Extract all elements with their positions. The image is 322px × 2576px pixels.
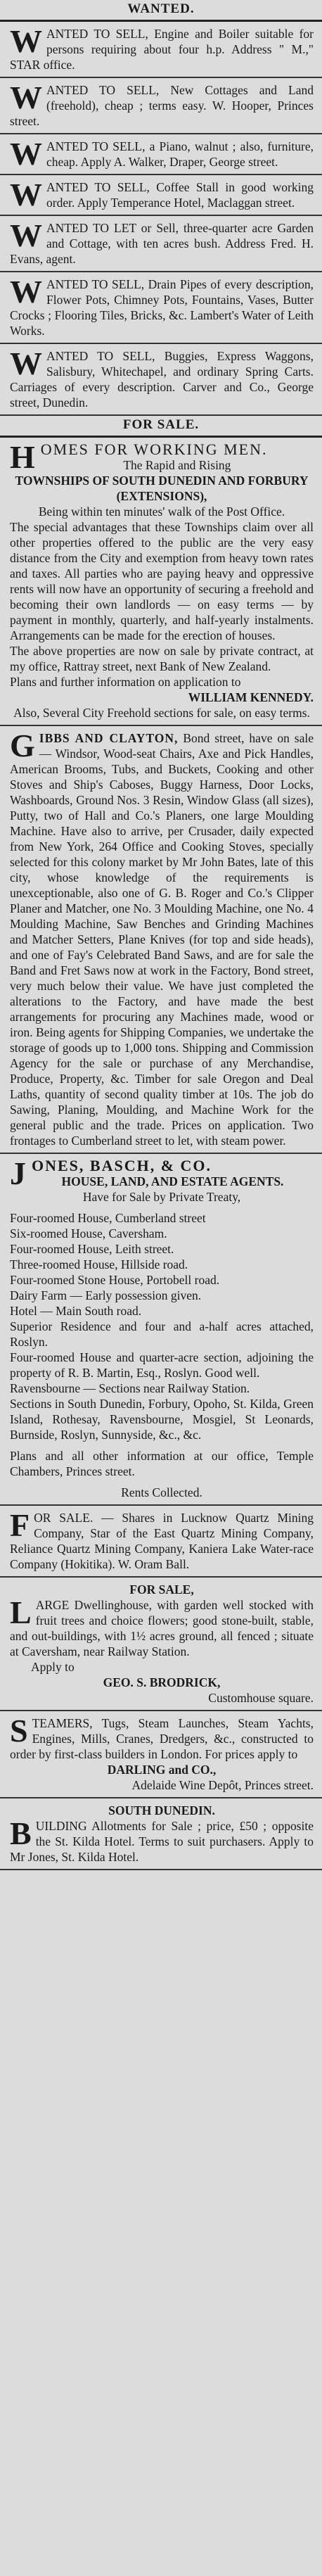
ad-text: ANTED TO SELL, Drain Pipes of every description, Flower Pots, Chimney Pots, Fountains, Vases, Butter Crocks ; Flooring Tiles, Bricks, &c. Lambert's Water of Leith Works. bbox=[10, 277, 314, 338]
jones-ad bbox=[0, 1154, 322, 1506]
drop-cap: F bbox=[10, 1507, 30, 1543]
ad-office: Adelaide Wine Depôt, Princes street. bbox=[131, 1778, 314, 1792]
drop-cap: S bbox=[10, 1713, 28, 1749]
ad-text: OR SALE. — Shares in Lucknow Quartz Mining Company, Star of the East Quartz Mining Company, Reliance Quartz Mining Company, Kaniera Lake Water-race Company (Hokitika). W. Oram Ball. bbox=[10, 1511, 314, 1571]
wanted-ad bbox=[0, 216, 322, 272]
drop-cap: W bbox=[10, 274, 42, 310]
wanted-ad bbox=[0, 134, 322, 175]
ad-title: ONES, BASCH, & CO. bbox=[32, 1157, 212, 1174]
ad-title: OMES FOR WORKING MEN. bbox=[40, 440, 268, 458]
ad-subtitle: HOUSE, LAND, AND ESTATE AGENTS. bbox=[61, 1174, 284, 1188]
list-item: Superior Residence and four and a-half acres attached, Roslyn. bbox=[10, 1319, 314, 1349]
list-item: Four-roomed House, Leith street. bbox=[10, 1242, 174, 1256]
drop-cap: J bbox=[10, 1155, 27, 1191]
ad-agent: DARLING and CO., bbox=[107, 1763, 217, 1777]
wanted-ad bbox=[0, 78, 322, 134]
ad-body: Bond street, have on sale — Windsor, Wood-seat Chairs, Axe and Pick Handles, American Brooms, Tubs, and Buckets, Cooking and other Stoves and Ship's Caboses, Buggy Harness, Door Locks, Washboards, Ground Nos. 3 Resin, Window Glass (all sizes), Putty, two of Hall and Co.'s Planers, one large Moulding Machine. Have also to arrive, per Crusader, daily expected from New York, 264 Office and Cooking Stoves, specially selected for this colony market by Mr John Bates, late of this city, whose knowledge of the requirements is unexceptionable, also one of G. B. Roger and Co.'s Clipper Planer and Matcher, one No. 3 Moulding Machine, one No. 4 Moulding Machine, Saw Benches and Grinding Machines and Matcher Setters, Plane Knives (for top and side heads), and one of Fay's Celebrated Band Saws, and are for sale the Band and Fret Saws now at work in the Factory, Bond street, very much below their value. We have just completed the alterations to the Factory, and have made the best arrangements for procuring any Machines made, wood or iron. Being agents for Shipping Companies, we undertake the storage of goods up to 1,000 tons. Shipping and Commission Agency for the sale or purchase of any Merchandise, Produce, Property, &c. Timber for sale Oregon and Deal Laths, quantity of second quality timber at 10s. The job do Sawing, Planing, Moulding, and Machine Work for the general public and the trade. Prices on application. Two frontages to Cumberland street to let, with steam power. bbox=[10, 731, 314, 1148]
ad-body: The special advantages that these Townships claim over all other properties offered to the public are the very easy distance from the City and exemption from heavy town rates and taxes. All parties who are paying heavy and oppressive rents will now have an opportunity of securing a freehold and becoming their own landlords — on easy terms — by payment in monthly, quarterly, and half-yearly instalments. Arrangements can be made for the erection of houses. bbox=[10, 520, 314, 642]
ad-text: ANTED TO LET or Sell, three-quarter acre Garden and Cottage, with ten acres bush. Address Fred. H. Evans, agent. bbox=[10, 221, 314, 266]
drop-cap: W bbox=[10, 177, 42, 212]
drop-cap: W bbox=[10, 23, 42, 59]
mining-shares-ad bbox=[0, 1506, 322, 1578]
wanted-ad bbox=[0, 22, 322, 78]
list-item: Hotel — Main South road. bbox=[10, 1304, 142, 1318]
drop-cap: W bbox=[10, 345, 42, 381]
wanted-ad bbox=[0, 344, 322, 416]
list-item: Four-roomed Stone House, Portobell road. bbox=[10, 1273, 220, 1287]
ad-text: TEAMERS, Tugs, Steam Launches, Steam Yachts, Engines, Mills, Cranes, Dredgers, &c., constructed to order by first-class builders in London. For prices apply to bbox=[10, 1716, 314, 1761]
ad-header: FOR SALE, bbox=[129, 1582, 194, 1597]
ad-townships: TOWNSHIPS OF SOUTH DUNEDIN AND FORBURY (EXTENSIONS), bbox=[15, 474, 309, 503]
list-item: Six-roomed House, Caversham. bbox=[10, 1226, 167, 1241]
ad-agent: WILLIAM KENNEDY. bbox=[188, 690, 314, 704]
ad-text: ANTED TO SELL, Coffee Stall in good working order. Apply Temperance Hotel, Maclaggan street. bbox=[46, 180, 314, 210]
section-header-wanted: WANTED. bbox=[0, 0, 322, 22]
list-item: Sections in South Dunedin, Forbury, Opoho, St. Kilda, Green Island, Rothesay, Ravensbourne, Mosgiel, St Leonards, Burnside, Roslyn, Sunnyside, &c., &c. bbox=[10, 1397, 314, 1442]
list-item: Four-roomed House and quarter-acre section, adjoining the property of R. B. Martin, Esq., Roslyn. Good well. bbox=[10, 1350, 314, 1380]
wanted-ad bbox=[0, 272, 322, 344]
ad-text: ARGE Dwellinghouse, with garden well stocked with fruit trees and choice flowers; good stone-built, stable, and out-buildings, with 1½ acres ground, all fenced ; situate at Caversham, near Railway Station. bbox=[10, 1598, 314, 1658]
ad-also: Also, Several City Freehold sections for sale, on easy terms. bbox=[13, 706, 310, 720]
ad-rents: Rents Collected. bbox=[121, 1485, 202, 1499]
drop-cap: W bbox=[10, 80, 42, 115]
ad-title: IBBS AND CLAYTON, bbox=[39, 731, 179, 745]
wanted-ad bbox=[0, 175, 322, 216]
list-item: Ravensbourne — Sections near Railway Station. bbox=[10, 1381, 250, 1395]
steamers-ad bbox=[0, 1711, 322, 1798]
drop-cap: W bbox=[10, 136, 42, 172]
south-dunedin-ad bbox=[0, 1798, 322, 1870]
ad-distance: Being within ten minutes' walk of the Post Office. bbox=[38, 505, 285, 519]
homes-ad bbox=[0, 438, 322, 726]
ad-apply: Apply to bbox=[31, 1660, 75, 1674]
drop-cap: H bbox=[10, 439, 37, 475]
drop-cap: B bbox=[10, 1815, 32, 1851]
dwelling-ad bbox=[0, 1578, 322, 1711]
list-item: Dairy Farm — Early possession given. bbox=[10, 1288, 202, 1302]
ad-header: SOUTH DUNEDIN. bbox=[108, 1803, 215, 1817]
ad-office: Customhouse square. bbox=[208, 1691, 314, 1705]
ad-text: ANTED TO SELL, New Cottages and Land (freehold), cheap ; terms easy. W. Hooper, Princes street. bbox=[10, 83, 314, 128]
drop-cap: G bbox=[10, 728, 35, 763]
ad-plans: Plans and all other information at our office, Temple Chambers, Princes street. bbox=[10, 1449, 314, 1478]
ad-note: The above properties are now on sale by private contract, at my office, Rattray street, next Bank of New Zealand. bbox=[10, 644, 314, 673]
ad-agent: GEO. S. BRODRICK, bbox=[103, 1675, 221, 1689]
list-item: Four-roomed House, Cumberland street bbox=[10, 1211, 206, 1225]
ad-text: ANTED TO SELL, a Piano, walnut ; also, furniture, cheap. Apply A. Walker, Draper, George street. bbox=[46, 139, 314, 169]
gibbs-ad bbox=[0, 726, 322, 1154]
ad-text: ANTED TO SELL, Buggies, Express Waggons, Salisbury, Whitechapel, and ordinary Spring Carts. Carriages of every description. Carver and Co., George street, Dunedin. bbox=[10, 349, 314, 410]
section-header-for-sale: FOR SALE. bbox=[0, 416, 322, 438]
ad-text: ANTED TO SELL, Engine and Boiler suitable for persons requiring about four h.p. Address " M.," STAR office. bbox=[10, 27, 314, 72]
drop-cap: W bbox=[10, 217, 42, 253]
ad-text: UILDING Allotments for Sale ; price, £50 ; opposite the St. Kilda Hotel. Terms to suit purchasers. Apply to Mr Jones, St. Kilda Hotel. bbox=[10, 1819, 314, 1864]
ad-plans: Plans and further information on application to bbox=[10, 675, 241, 689]
ad-treaty: Have for Sale by Private Treaty, bbox=[82, 1190, 241, 1204]
drop-cap: L bbox=[10, 1594, 32, 1630]
list-item: Three-roomed House, Hillside road. bbox=[10, 1257, 188, 1271]
ad-subtitle: The Rapid and Rising bbox=[123, 458, 231, 472]
